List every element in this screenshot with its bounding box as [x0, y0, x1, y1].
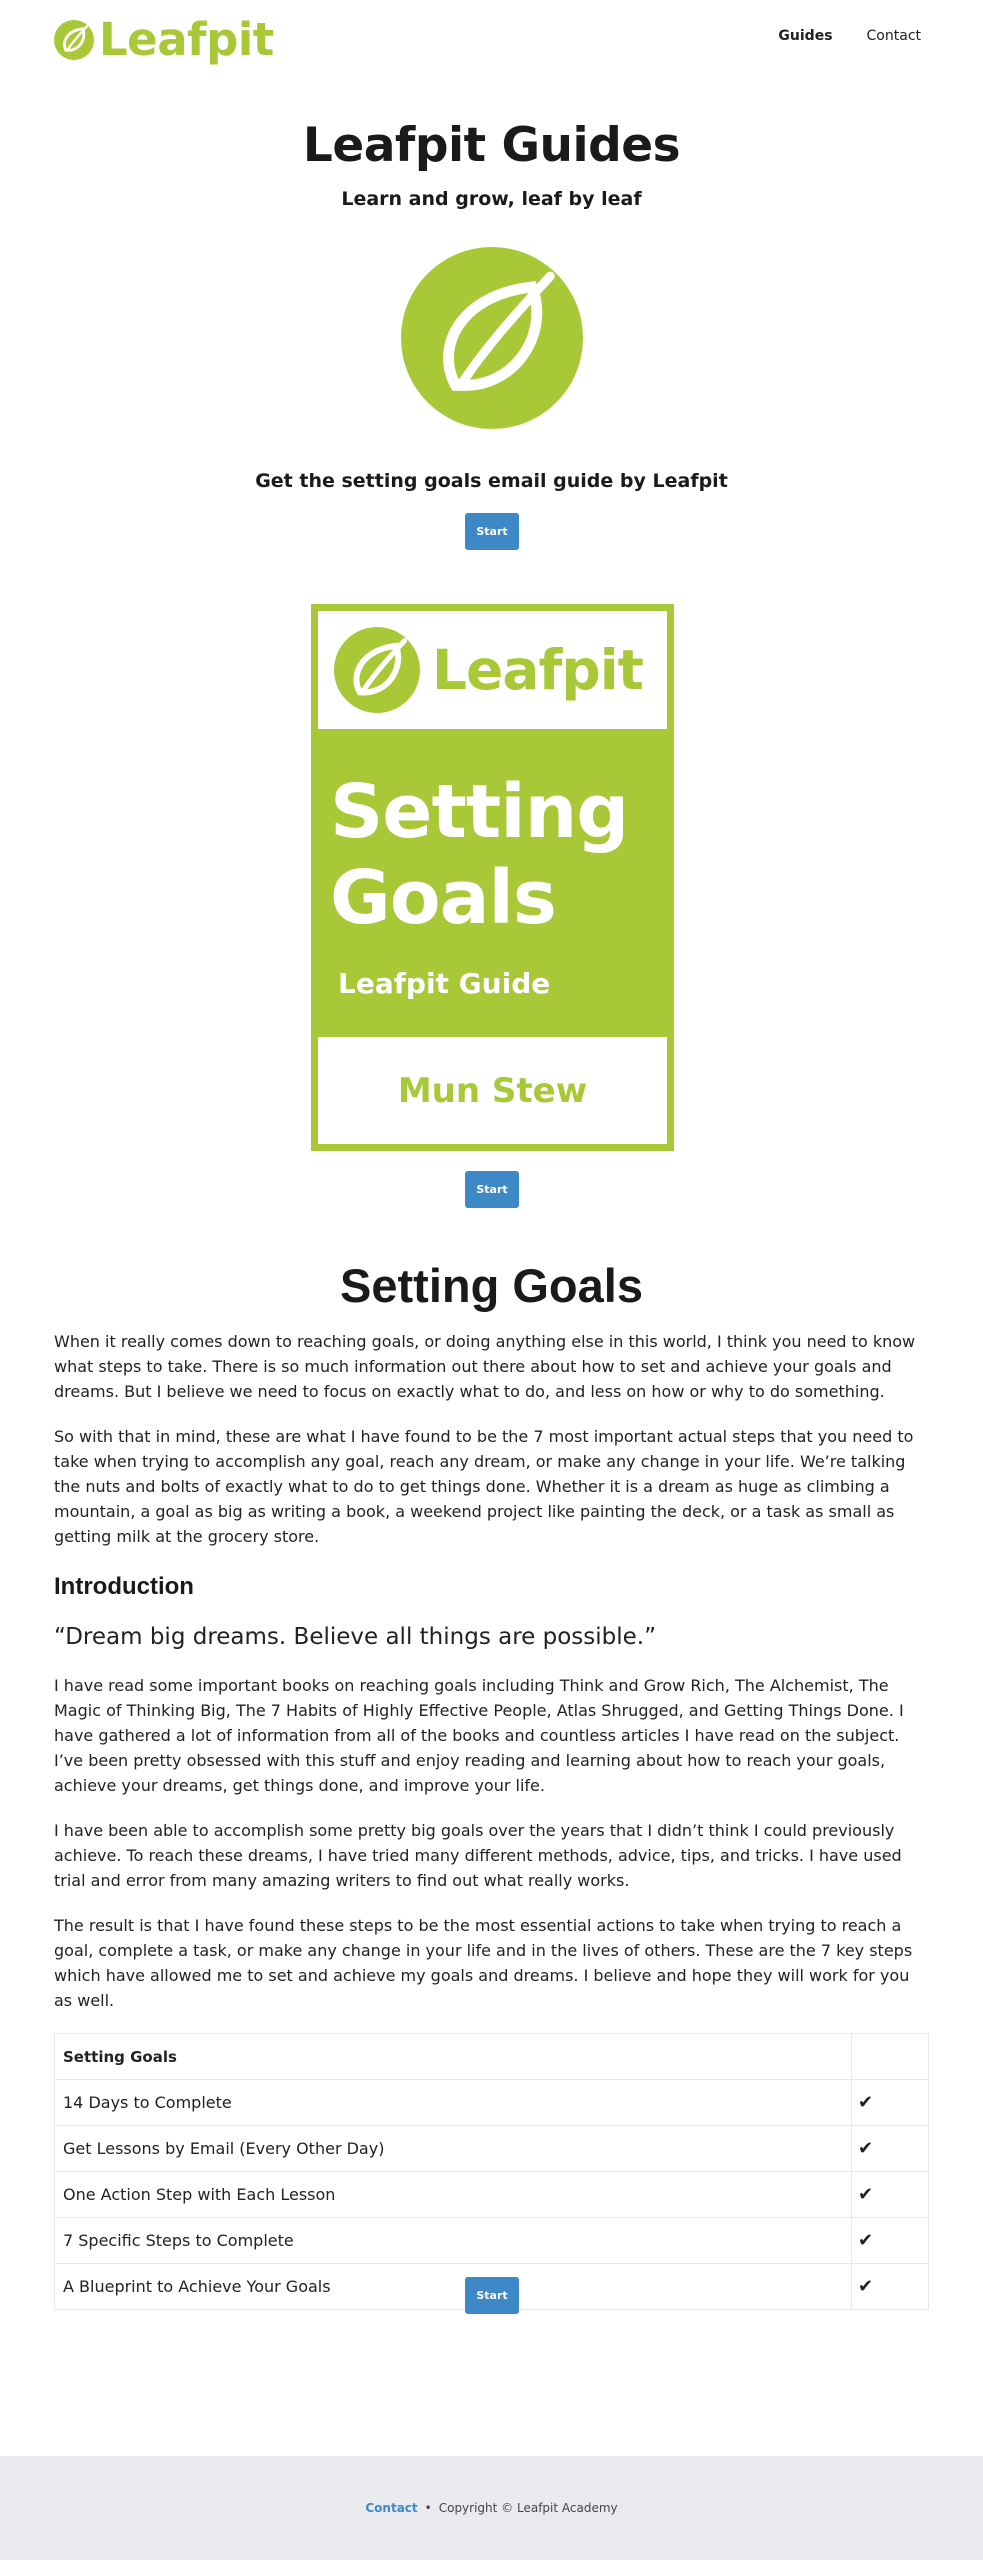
cover-subtitle: Leafpit Guide	[338, 967, 551, 1000]
feature-label: One Action Step with Each Lesson	[55, 2172, 852, 2218]
table-row	[55, 2218, 929, 2264]
guide-cover-image[interactable]	[311, 604, 674, 1151]
footer-separator: •	[424, 2501, 432, 2515]
pull-quote: “Dream big dreams. Believe all things are possible.”	[54, 1624, 657, 1650]
footer-contact-link[interactable]: Contact	[365, 2501, 418, 2515]
feature-label: 14 Days to Complete	[55, 2080, 852, 2126]
site-logo[interactable]	[54, 13, 274, 66]
leaf-icon	[334, 627, 420, 713]
logo-text: Leafpit	[99, 13, 274, 66]
article-title: Setting Goals	[340, 1259, 643, 1312]
checkmark-icon: ✔	[852, 2218, 929, 2264]
site-header	[0, 0, 983, 80]
table-header-row	[55, 2034, 929, 2080]
footer-copyright: Copyright © Leafpit Academy	[438, 2501, 618, 2515]
cover-brand: Leafpit	[432, 638, 643, 702]
site-footer	[0, 2456, 983, 2560]
cover-author: Mun Stew	[397, 1070, 588, 1111]
table-header-cell: Setting Goals	[55, 2034, 852, 2080]
table-row	[55, 2126, 929, 2172]
start-button-bottom[interactable]: Start	[465, 2277, 519, 2314]
cover-header	[318, 611, 667, 729]
nav-guides[interactable]: Guides	[778, 28, 833, 44]
start-button-top[interactable]: Start	[465, 513, 519, 550]
leaf-logo-icon	[401, 247, 583, 429]
table-header-cell	[852, 2034, 929, 2080]
article-paragraph: I have been able to accomplish some pretty big goals over the years that I didn’t think I could previously achieve. To reach these dreams, I have tried many different methods, advice, tips, and tricks. I have used trial and error from many amazing writers to find out what really works.	[54, 1821, 902, 1890]
article	[54, 1258, 929, 2310]
page-title: Leafpit Guides	[302, 118, 681, 173]
cover-title-line1: Setting	[330, 769, 629, 855]
article-paragraph: When it really comes down to reaching goals, or doing anything else in this world, I think you need to know what steps to take. There is so much information out there about how to set and achieve your goals and dreams. But I believe we need to focus on exactly what to do, and less on how or why to do something.	[54, 1332, 916, 1401]
section-heading: Introduction	[54, 1573, 194, 1600]
feature-label: A Blueprint to Achieve Your Goals	[55, 2264, 852, 2310]
cover-title-block	[318, 729, 667, 1037]
checkmark-icon: ✔	[852, 2172, 929, 2218]
start-button-middle[interactable]: Start	[465, 1171, 519, 1208]
cover-title	[330, 769, 628, 941]
article-paragraph: I have read some important books on reaching goals including Think and Grow Rich, The Alchemist, The Magic of Thinking Big, The 7 Habits of Highly Effective People, Atlas Shrugged, and Getting Things Done. I have gathered a lot of information from all of the books and countless articles I have read on the subject. I’ve been pretty obsessed with this stuff and enjoy reading and learning about how to reach your goals, achieve your dreams, get things done, and improve your life.	[54, 1676, 904, 1795]
leaf-icon	[54, 20, 94, 60]
cover-footer	[318, 1037, 667, 1144]
checkmark-icon: ✔	[852, 2126, 929, 2172]
cta-heading: Get the setting goals email guide by Leafpit	[255, 470, 728, 492]
feature-label: 7 Specific Steps to Complete	[55, 2218, 852, 2264]
main-nav	[778, 28, 921, 44]
article-paragraph: The result is that I have found these steps to be the most essential actions to take when trying to reach a goal, complete a task, or make any change in your life and in the lives of others. These are the 7 key steps which have allowed me to set and achieve my goals and dreams. I believe and hope they will work for you as well.	[54, 1916, 913, 2010]
nav-contact[interactable]: Contact	[866, 28, 921, 44]
page-tagline: Learn and grow, leaf by leaf	[341, 188, 642, 210]
feature-label: Get Lessons by Email (Every Other Day)	[55, 2126, 852, 2172]
cover-title-line2: Goals	[330, 855, 556, 941]
features-table	[54, 2033, 929, 2310]
checkmark-icon: ✔	[852, 2264, 929, 2310]
article-paragraph: So with that in mind, these are what I have found to be the 7 most important actual steps that you need to take when trying to accomplish any goal, reach any dream, or make any change in your life. We’re talking the nuts and bolts of exactly what to do to get things done. Whether it is a dream as huge as climbing a mountain, a goal as big as writing a book, a weekend project like painting the deck, or a task as small as getting milk at the grocery store.	[54, 1427, 914, 1546]
table-row	[55, 2080, 929, 2126]
checkmark-icon: ✔	[852, 2080, 929, 2126]
table-row	[55, 2172, 929, 2218]
